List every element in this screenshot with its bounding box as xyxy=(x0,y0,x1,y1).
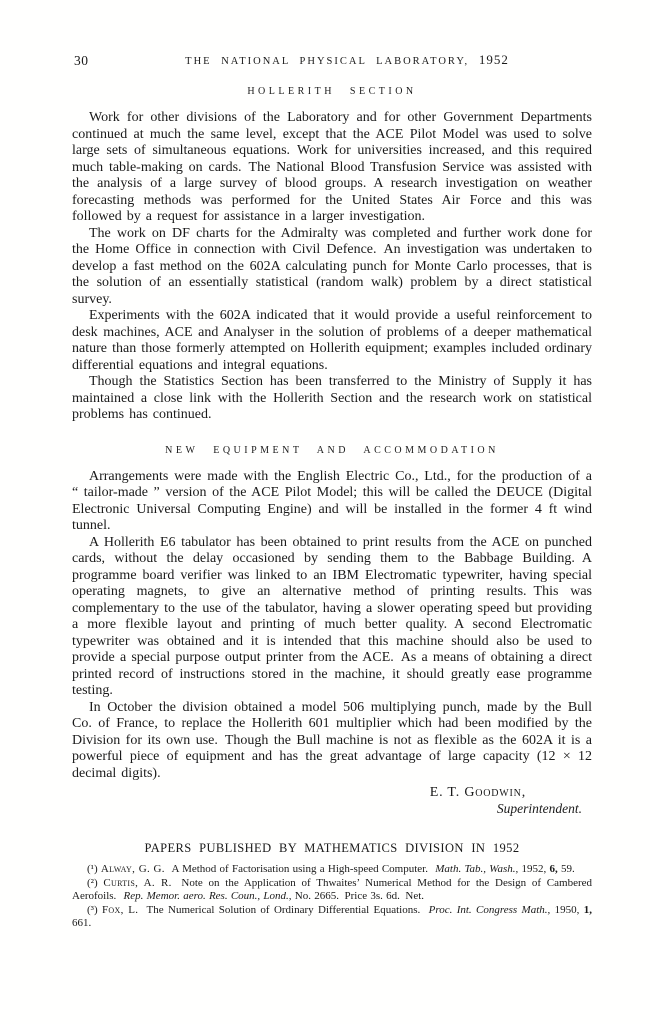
body-paragraph: In October the division obtained a model 506 multiplying punch, made by the Bull Co. of France, to replace the Hollerith 601 multiplier which had been modified by the Division for its own use. Though the Bull machine is not as flexible as the 602A it is a powerful piece of equipment and has the great advantage of large capacity (12 × 12 decimal digits). xyxy=(72,699,592,781)
papers-section xyxy=(72,841,592,931)
section-heading-new-equipment: NEW EQUIPMENT AND ACCOMMODATION xyxy=(165,444,499,456)
reference-source: Proc. Int. Congress Math., xyxy=(428,903,551,916)
reference-item xyxy=(72,904,592,931)
body-paragraph: Experiments with the 602A indicated that it would provide a useful reinforcement to desk machines, ACE and Analyser in the solution of problems of a deeper mathematical nature than those formerly attempted on Hollerith equipment; examples included ordinary differential equations and integral equations. xyxy=(72,308,592,373)
section-hollerith xyxy=(72,86,592,424)
running-header-year: 1952 xyxy=(478,52,509,67)
reference-source: Math. Tab., Wash., xyxy=(435,863,519,875)
running-header-text: THE NATIONAL PHYSICAL LABORATORY, xyxy=(185,56,470,67)
reference-source: Rep. Memor. aero. Res. Coun., Lond., xyxy=(123,890,292,902)
reference-detail: 1950, xyxy=(554,903,580,916)
body-paragraph: Work for other divisions of the Laboratory and for other Government Departments continued at much the same level, except that the ACE Pilot Model was used to solve large sets of simultaneous equations. Work for universities increased, and this required much table-making on cards. The National Blood Transfusion Service was assisted with the analysis of a large survey of blood groups. A research investigation on weather forecasting methods was performed for the United States Air Force and this was followed by a request for assistance in a larger investigation. xyxy=(72,110,592,224)
body-paragraph: Arrangements were made with the English Electric Co., Ltd., for the production of a “ tailor-made ” version of the ACE Pilot Model; this will be called the DEUCE (Digital Electronic Universal Computing Engine) and will be installed in the former 4 ft wind tunnel. xyxy=(72,468,592,533)
reference-marker: (²) xyxy=(87,876,98,889)
reference-author: Fox, L. xyxy=(102,903,139,916)
reference-item xyxy=(72,863,592,877)
reference-author: Alway, G. G. xyxy=(100,863,165,875)
reference-pages: 59. xyxy=(560,863,575,875)
section-new-equipment xyxy=(72,445,592,783)
body-paragraph: A Hollerith E6 tabulator has been obtained to print results from the ACE on punched cards, without the delay occasioned by sending them to the Babbage Building. A programme board verifier was linked to an IBM Electromatic typewriter, having special operating magnets, to give an alternative method of printing results. This was complementary to the use of the tabulator, having a slower operating speed but providing a more flexible layout and printing of much better quality. A second Electromatic typewriter was obtained and it is intended that this machine should also be used to provide a special purpose output printer from the ACE. As a means of obtaining a direct printed record of instructions stored in the machine, it should greatly ease programme testing. xyxy=(72,534,592,698)
body-paragraph: Though the Statistics Section has been transferred to the Ministry of Supply it has maintained a close link with the Hollerith Section and the research work on statistical problems has continued. xyxy=(72,374,592,422)
reference-item xyxy=(72,877,592,904)
signature-title: Superintendent. xyxy=(496,801,582,816)
reference-detail: 1952, xyxy=(521,863,547,875)
reference-volume: 1, xyxy=(583,903,593,916)
signature-name: E. T. Goodwin, xyxy=(429,785,526,800)
reference-title: Note on the Application of Thwaites’ Numerical Method for the Design of Cambered Aerofoils. xyxy=(72,876,593,902)
reference-marker: (¹) xyxy=(87,863,98,875)
section-heading-hollerith: HOLLERITH SECTION xyxy=(247,86,417,97)
reference-marker: (³) xyxy=(87,903,98,916)
signature-block xyxy=(72,785,592,817)
body-paragraph: The work on DF charts for the Admiralty was completed and further work done for the Home Office in connection with Civil Defence. An investigation was undertaken to develop a fast method on the 602A calculating punch for Monte Carlo processes, that is the solution of an essentially statistical (random walk) problem by a direct statistical survey. xyxy=(72,225,592,307)
papers-heading: PAPERS PUBLISHED BY MATHEMATICS DIVISION IN 1952 xyxy=(144,841,520,855)
reference-volume: 6, xyxy=(549,863,558,875)
running-head xyxy=(72,52,592,70)
reference-title: The Numerical Solution of Ordinary Differential Equations. xyxy=(146,903,421,916)
reference-author: Curtis, A. R. xyxy=(103,876,172,889)
reference-detail: No. 2665. Price 3s. 6d. Net. xyxy=(294,890,425,902)
page-number: 30 xyxy=(74,53,89,68)
reference-pages: 661. xyxy=(72,917,92,929)
reference-title: A Method of Factorisation using a High-speed Computer. xyxy=(171,863,428,875)
running-header-title xyxy=(72,52,592,68)
